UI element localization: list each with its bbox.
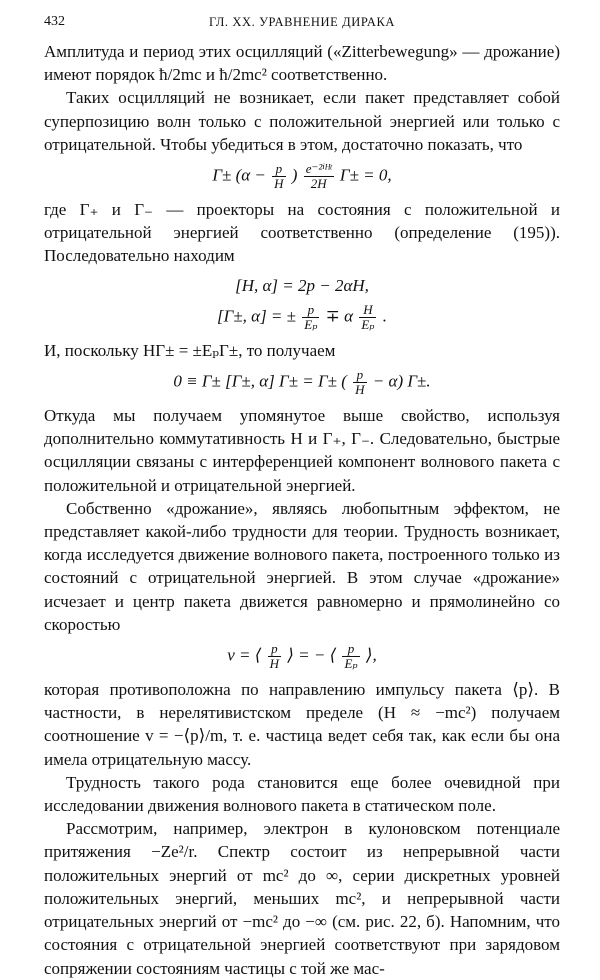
- eq4-pre: 0 ≡ Γ± [Γ±, α] Γ± = Γ± (: [173, 371, 347, 391]
- eq5-mid: ⟩ = − ⟨: [287, 645, 337, 665]
- eq1-den: H: [274, 176, 284, 192]
- paragraph-8: Трудность такого рода становится еще более очевидной при исследовании движения волнового пакета в статическом поле.: [44, 772, 560, 816]
- paragraph-3: где Γ₊ и Γ₋ — проекторы на состояния с положительной и отрицательной энергией соответственно (определение (195)). Последовательно находим: [44, 200, 560, 266]
- paragraph-9: Рассмотрим, например, электрон в кулоновском потенциале притяжения −Ze²/r. Спектр состоит из непрерывной части положительных энергий от mc² до ∞, серии дискретных уровней положительных энергий, меньших mc², и непрерывной части отрицательных энергий от −mc² до −∞ (см. рис. 22, б). Напомним, что состояния с отрицательной энергией соответствуют при зарядовом сопряжении состояниям частицы с той же мас-: [44, 819, 560, 978]
- eq1-fraction-exp: [304, 162, 334, 191]
- equation-3: [44, 303, 560, 332]
- paragraph-5: Откуда мы получаем упомянутое выше свойство, используя дополнительно коммутативность H и Γ₊, Γ₋. Следовательно, быстрые осцилляции связаны с интерференцией компонент волнового пакета с положительной и отрицательной энергией.: [44, 406, 560, 495]
- eq5-fraction-1: [268, 642, 281, 671]
- eq5-fraction-2: [342, 642, 359, 671]
- eq1-pre: Γ± (α −: [212, 165, 266, 185]
- eq1-post: Γ± = 0,: [339, 165, 392, 185]
- eq5-pre: v = ⟨: [227, 645, 262, 665]
- page-number: 432: [44, 14, 65, 29]
- paragraph-2: Таких осцилляций не возникает, если пакет представляет собой суперпозицию волн только с положительной энергией или только с отрицательной. Чтобы убедиться в этом, достаточно показать, что: [44, 88, 560, 154]
- eq5-num1: p: [268, 642, 281, 657]
- eq4-num: p: [353, 368, 366, 383]
- eq3-den1: Eₚ: [304, 316, 318, 332]
- paragraph-6: Собственно «дрожание», являясь любопытным эффектом, не представляет какой-либо трудности для теории. Трудность возникает, когда исследуется движение волнового пакета, построенного только из состояний с отрицательной энергией. В этом случае «дрожание» исчезает и центр пакета движется равномерно и прямолинейно со скоростью: [44, 498, 560, 634]
- eq3-fraction-2: [359, 303, 376, 332]
- paragraph-4: И, поскольку HΓ± = ±EₚΓ±, то получаем: [44, 340, 336, 360]
- eq3-fraction-1: [302, 303, 319, 332]
- eq3-num1: p: [302, 303, 319, 318]
- eq3-num2: H: [359, 303, 376, 318]
- eq5-post: ⟩,: [365, 645, 377, 665]
- eq4-fraction: [353, 368, 366, 397]
- eq1-num: p: [272, 162, 285, 177]
- equation-1: [44, 162, 560, 191]
- eq1-exp-num: e⁻²ⁱᴴᵗ: [305, 161, 332, 177]
- eq3-pre: [Γ±, α] = ±: [217, 306, 296, 326]
- eq5-num2: p: [342, 642, 359, 657]
- eq3-den2: Eₚ: [361, 316, 375, 332]
- eq3-mid: ∓ α: [325, 306, 354, 326]
- eq1-fraction-p-h: [272, 162, 285, 191]
- eq5-den1: H: [269, 656, 280, 672]
- running-title: ГЛ. XX. УРАВНЕНИЕ ДИРАКА: [208, 15, 396, 29]
- equation-4: [44, 368, 560, 397]
- running-header: [44, 14, 560, 34]
- eq4-den: H: [355, 382, 365, 398]
- equation-5: [44, 642, 560, 671]
- page-body: [44, 40, 560, 980]
- paragraph-1: Амплитуда и период этих осцилляций («Zitterbewegung» — дрожание) имеют порядок ħ/2mc и ħ/2mc² соответственно.: [44, 42, 560, 85]
- eq1-mid: ): [291, 165, 298, 185]
- equation-2: [H, α] = 2p − 2αH,: [235, 275, 369, 295]
- eq1-exp-den: 2H: [310, 176, 327, 192]
- eq3-post: .: [382, 306, 387, 326]
- eq5-den2: Eₚ: [344, 656, 358, 672]
- eq4-post: − α) Γ±.: [372, 371, 431, 391]
- paragraph-7: которая противоположна по направлению импульсу пакета ⟨p⟩. В частности, в нерелятивистском пределе (H ≈ −mc²) получаем соотношение v = −⟨p⟩/m, т. е. частица ведет себя так, как если бы она имела отрицательную массу.: [44, 680, 560, 769]
